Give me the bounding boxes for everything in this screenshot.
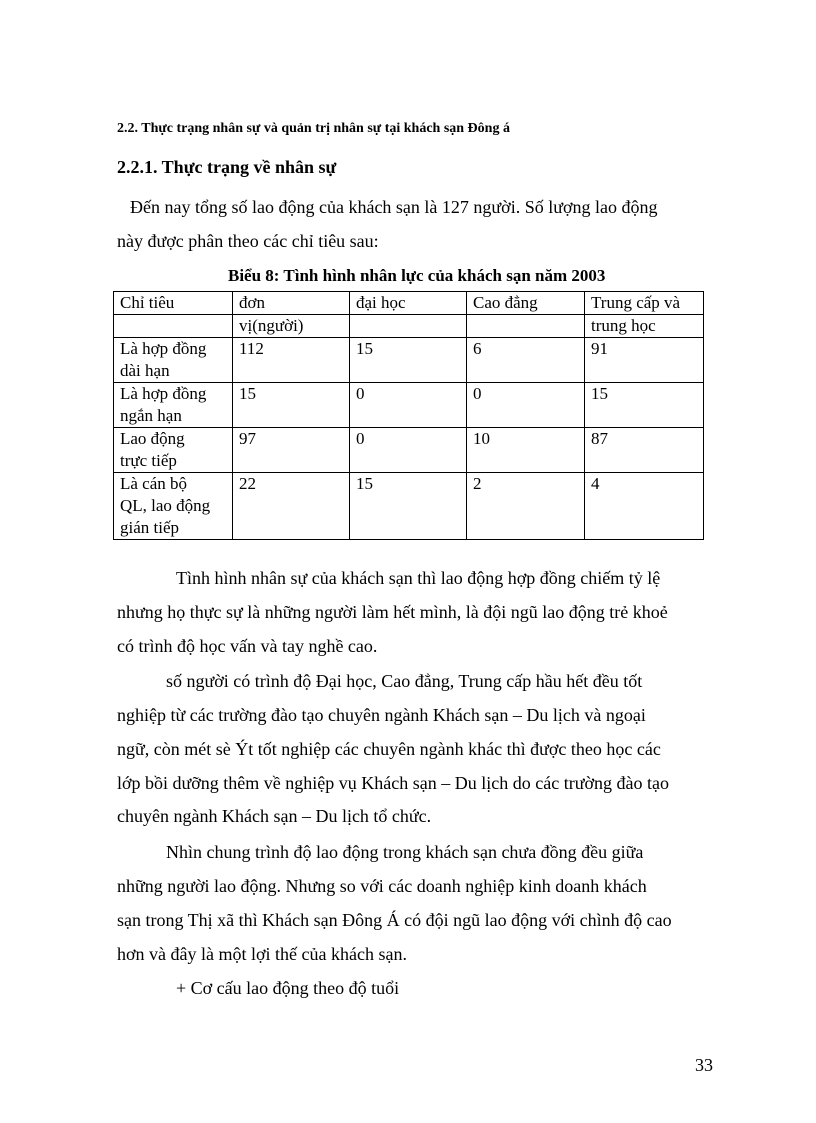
table-row	[114, 338, 704, 383]
paragraph-1-line: nhưng họ thực sự là những người làm hết mình, là đội ngũ lao động trẻ khoẻ	[117, 602, 668, 622]
paragraph-3-line: sạn trong Thị xã thì Khách sạn Đông Á có đội ngũ lao động với chình độ cao	[117, 910, 672, 930]
paragraph-1-line: có trình độ học vấn và tay nghề cao.	[117, 636, 378, 656]
row-label: Lao động trực tiếp	[114, 428, 233, 473]
header-cell: vị(người)	[233, 315, 350, 338]
header-cell	[350, 315, 467, 338]
bullet-age-structure: + Cơ cấu lao động theo độ tuổi	[176, 978, 400, 998]
table-cell: 15	[585, 383, 704, 428]
table-header-row	[114, 292, 704, 315]
table-row	[114, 473, 704, 540]
table-row	[114, 383, 704, 428]
paragraph-2-line: lớp bồi dưỡng thêm về nghiệp vụ Khách sạn – Du lịch do các trường đào tạo	[117, 773, 669, 793]
table-cell: 15	[233, 383, 350, 428]
table-cell: 0	[467, 383, 585, 428]
header-cell: đơn	[233, 292, 350, 315]
table-cell: 91	[585, 338, 704, 383]
row-label: Là cán bộ QL, lao động gián tiếp	[114, 473, 233, 540]
section-heading-small: 2.2. Thực trạng nhân sự và quản trị nhân sự tại khách sạn Đông á	[117, 121, 510, 136]
table-cell: 0	[350, 383, 467, 428]
paragraph-2-line: chuyên ngành Khách sạn – Du lịch tổ chức.	[117, 806, 432, 826]
header-cell	[467, 315, 585, 338]
page-number: 33	[695, 1055, 713, 1075]
table-cell: 112	[233, 338, 350, 383]
table-cell: 15	[350, 338, 467, 383]
table-cell: 4	[585, 473, 704, 540]
table-cell: 15	[350, 473, 467, 540]
staff-table	[113, 291, 704, 540]
table-cell: 6	[467, 338, 585, 383]
paragraph-2-line: số người có trình độ Đại học, Cao đẳng, Trung cấp hầu hết đều tốt	[166, 671, 643, 691]
table-cell: 0	[350, 428, 467, 473]
section-heading: 2.2.1. Thực trạng về nhân sự	[117, 157, 337, 177]
row-label: Là hợp đồng dài hạn	[114, 338, 233, 383]
paragraph-2-line: nghiệp từ các trường đào tạo chuyên ngành Khách sạn – Du lịch và ngoại	[117, 705, 646, 725]
header-cell	[114, 315, 233, 338]
header-cell: trung học	[585, 315, 704, 338]
paragraph-3-line: Nhìn chung trình độ lao động trong khách sạn chưa đồng đều giữa	[166, 842, 644, 862]
paragraph-1-line: Tình hình nhân sự của khách sạn thì lao động hợp đồng chiếm tỷ lệ	[176, 568, 661, 588]
row-label: Là hợp đồng ngắn hạn	[114, 383, 233, 428]
paragraph-2-line: ngữ, còn mét sè Ýt tốt nghiệp các chuyên ngành khác thì được theo học các	[117, 739, 661, 759]
intro-line-1: Đến nay tổng số lao động của khách sạn là 127 người. Số lượng lao động	[130, 197, 658, 217]
paragraph-3-line: những người lao động. Nhưng so với các doanh nghiệp kinh doanh khách	[117, 876, 647, 896]
table-header-row-cont	[114, 315, 704, 338]
header-cell: Cao đẳng	[467, 292, 585, 315]
header-cell: Chỉ tiêu	[114, 292, 233, 315]
header-cell: Trung cấp và	[585, 292, 704, 315]
table-cell: 10	[467, 428, 585, 473]
table-cell: 2	[467, 473, 585, 540]
paragraph-3-line: hơn và đây là một lợi thế của khách sạn.	[117, 944, 407, 964]
table-cell: 97	[233, 428, 350, 473]
intro-line-2: này được phân theo các chỉ tiêu sau:	[117, 231, 379, 251]
table-cell: 22	[233, 473, 350, 540]
table-row	[114, 428, 704, 473]
table-cell: 87	[585, 428, 704, 473]
header-cell: đại học	[350, 292, 467, 315]
table-caption: Biểu 8: Tình hình nhân lực của khách sạn năm 2003	[228, 266, 606, 285]
